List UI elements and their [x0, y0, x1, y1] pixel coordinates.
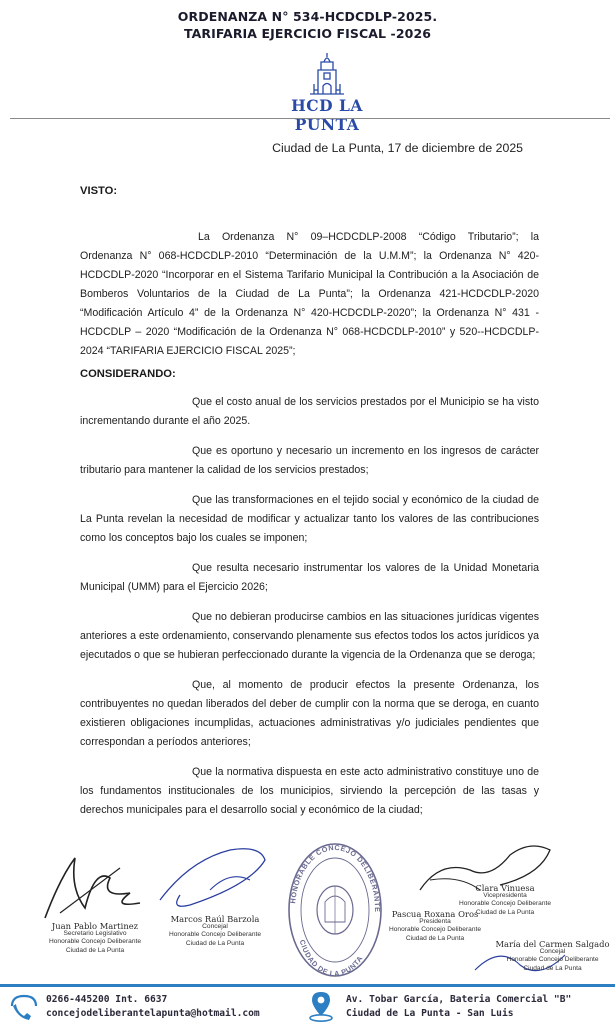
signature-scribble-2 [150, 840, 280, 915]
signature-block-4: Clara Vinuesa Vicepresidenta Honorable Concejo Deliberante Ciudad de La Punta [458, 883, 551, 916]
considerando-paragraph-5: Que no debieran producirse cambios en las situaciones jurídicas vigentes anteriores a este ordenamiento, conservando plenamente sus efectos todos los actos jurídicos ya ejecutados o que se hubieran perfeccionado durante la vigencia de la Ordenanza que se deroga; [80, 611, 539, 661]
official-seal [285, 840, 385, 980]
signature-block-3: Pascua Roxana Oros Presidenta Honorable Concejo Deliberante Ciudad de La Punta [388, 909, 481, 942]
address-block [346, 993, 571, 1021]
visto-heading: VISTO: [80, 185, 118, 197]
address-line-2: Ciudad de La Punta - San Luis [346, 1008, 514, 1019]
visto-paragraph: La Ordenanza N° 09–HCDCDLP-2008 “Código Tributario”; la Ordenanza N° 068-HCDCDLP-2010 “Determinación de la U.M.M”; la Ordenanza N° 420-HCDCDLP-2020 “Incorporar en el Sistema Tarifario Municipal la Contribución a la Asociación de Bomberos Voluntarios de la Ciudad de La Punta”; la Ordenanza 421-HCDCDLP-2020 “Modificación Artículo 4” de la Ordenanza N° 420-HCDCDLP-2020”; la Ordenanza N° 431 - HCDCDLP – 2020 “Modificación de la Ordenanza N° 068-HCDCDLP-2010” y 520--HCDCDLP-2024 “TARIFARIA EJERCICIO FISCAL 2025”; [80, 231, 539, 357]
town-hall-tower-icon [262, 50, 392, 98]
address-line-1: Av. Tobar García, Bateria Comercial "B" [346, 994, 572, 1005]
ordinance-subtitle: TARIFARIA EJERCICIO FISCAL -2026 [183, 26, 432, 41]
signature-block-2: Marcos Raúl Barzola Concejal Honorable Concejo Deliberante Ciudad de La Punta [168, 914, 261, 947]
considerando-heading: CONSIDERANDO: [80, 368, 176, 380]
svg-text:CIUDAD DE LA PUNTA: CIUDAD DE LA PUNTA [297, 938, 365, 979]
document-header [0, 8, 615, 42]
considerando-paragraph-1: Que el costo anual de los servicios prestados por el Municipio se ha visto incrementando durante el año 2025. [80, 396, 539, 427]
signature-block-1: Juan Pablo Martinez Secretario Legislativo Honorable Concejo Deliberante Ciudad de La Punta [48, 921, 141, 954]
svg-text:HONORABLE CONCEJO DELIBERANTE: HONORABLE CONCEJO DELIBERANTE [288, 842, 383, 913]
logo-text: HCD LA PUNTA [291, 96, 363, 134]
considerando-paragraph-4: Que resulta necesario instrumentar los valores de la Unidad Monetaria Municipal (UMM) para el Ejercicio 2026; [80, 562, 539, 593]
document-body [80, 182, 539, 820]
document-date: Ciudad de La Punta, 17 de diciembre de 2025 [272, 141, 523, 155]
phone-icon [8, 992, 40, 1022]
signature-scribble-1 [40, 848, 150, 923]
hcd-logo [262, 50, 392, 134]
considerando-paragraph-2: Que es oportuno y necesario un incremento en los ingresos de carácter tributario para mantener la calidad de los servicios prestados; [80, 445, 539, 476]
contact-block [46, 993, 260, 1021]
signature-block-5: María del Carmen Salgado Concejal Honorable Concejo Deliberante Ciudad de La Punta [495, 939, 610, 972]
considerando-paragraph-6: Que, al momento de producir efectos la presente Ordenanza, los contribuyentes no quedan liberados del deber de cumplir con la norma que se deroga, en cuanto existieren obligaciones incumplidas, actuaciones administrativas y/o judiciales pendientes que correspondan a períodos anteriores; [80, 679, 539, 748]
header-divider [10, 118, 610, 119]
map-pin-icon [306, 990, 336, 1022]
footer-divider [0, 984, 615, 987]
ordinance-title: ORDENANZA N° 534-HCDCDLP-2025. [177, 9, 438, 24]
considerando-paragraph-3: Que las transformaciones en el tejido social y económico de la ciudad de La Punta revelan la necesidad de modificar y actualizar tanto los valores de las contribuciones como los conceptos bajo los cuales se imponen; [80, 494, 539, 544]
seal-stamp-icon [285, 840, 385, 980]
email-address[interactable]: concejodeliberantelapunta@hotmail.com [46, 1008, 260, 1019]
considerando-paragraph-7: Que la normativa dispuesta en este acto administrativo constituye uno de los fundamentos institucionales de los municipios, sirviendo la percepción de las tasas y derechos municipales para el desarrollo social y económico de la ciudad; [80, 766, 539, 816]
document-footer [0, 990, 615, 1024]
phone-number: 0266-445200 Int. 6637 [46, 994, 168, 1005]
